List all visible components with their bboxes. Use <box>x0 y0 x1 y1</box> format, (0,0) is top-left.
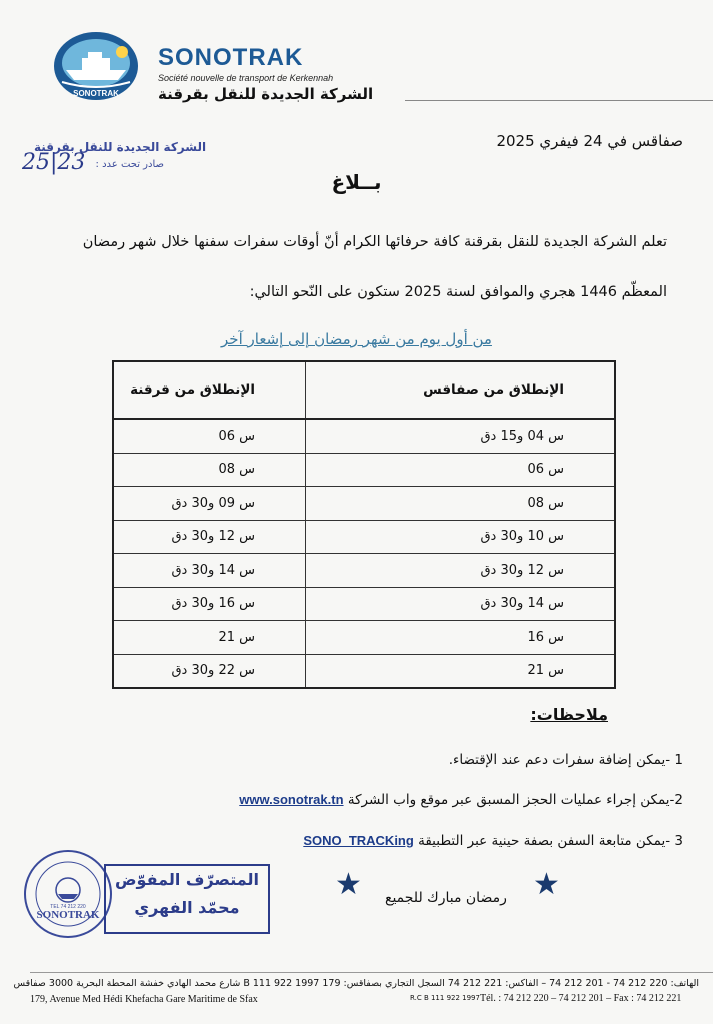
star-icon: ★ <box>533 867 560 902</box>
document-date: صفاقس في 24 فيفري 2025 <box>496 132 683 150</box>
header-from-kerkennah: الإنطلاق من قرقنة <box>113 361 306 419</box>
schedule-heading: من أول يوم من شهر رمضان إلى إشعار آخر <box>221 330 492 348</box>
company-seal <box>22 848 114 940</box>
cell-kerkennah: س 06 <box>113 419 306 453</box>
cell-kerkennah: س 14 و30 دق <box>113 554 306 588</box>
website-link[interactable]: www.sonotrak.tn <box>239 792 344 807</box>
table-header-row <box>113 361 615 419</box>
register-number: 25|23 <box>22 150 86 175</box>
footer-arabic-line: الهاتف: 220 212 74 - 201 212 74 – الفاكس: 221 212 74 السجل التجاري بصفاقس: B 111 922 1997 179 شارع محمد الهادي خفشة المحطة البحرية 3000 صفاقس <box>13 978 699 989</box>
schedule-table <box>112 360 616 689</box>
signatory-name: محمّد الفهري <box>134 898 240 917</box>
document-title: بــلاغ <box>331 170 382 194</box>
cell-sfax: س 12 و30 دق <box>306 554 616 588</box>
table-row <box>113 587 615 621</box>
note-2 <box>239 792 683 808</box>
note-3 <box>303 833 683 849</box>
footer-divider <box>30 972 713 973</box>
table-row <box>113 453 615 487</box>
table-row <box>113 621 615 655</box>
company-logo <box>52 30 144 102</box>
table-row <box>113 554 615 588</box>
intro-line-2: المعظّم 1446 هجري والموافق لسنة 2025 ستكون على النّحو التالي: <box>249 284 667 300</box>
cell-kerkennah: س 08 <box>113 453 306 487</box>
cell-sfax: س 10 و30 دق <box>306 520 616 554</box>
cell-sfax: س 16 <box>306 621 616 655</box>
brand-subtitle-fr: Société nouvelle de transport de Kerkennah <box>158 73 334 83</box>
note-2-text: 2-يمكن إجراء عمليات الحجز المسبق عبر موقع واب الشركة <box>347 792 683 808</box>
cell-sfax: س 21 <box>306 654 616 688</box>
footer-rc: R.C B 111 922 1997 <box>410 994 480 1002</box>
brand-subtitle-ar: الشركة الجديدة للنقل بقرقنة <box>158 85 374 103</box>
note-1: 1 -يمكن إضافة سفرات دعم عند الإقتضاء. <box>448 752 683 768</box>
cell-kerkennah: س 09 و30 دق <box>113 487 306 521</box>
cell-kerkennah: س 12 و30 دق <box>113 520 306 554</box>
intro-line-1: تعلم الشركة الجديدة للنقل بقرقنة كافة حرفائها الكرام أنّ أوقات سفرات سفنها خلال شهر رمضان <box>82 234 667 250</box>
brand-name: SONOTRAK <box>158 44 304 71</box>
svg-text:TEL 74 212 220: TEL 74 212 220 <box>50 904 86 910</box>
svg-text:SONOTRAK: SONOTRAK <box>36 909 100 921</box>
footer-phone-fr: Tél. : 74 212 220 – 74 212 201 – Fax : 74 212 221 <box>480 993 682 1004</box>
header-from-sfax: الإنطلاق من صفاقس <box>306 361 616 419</box>
notes-heading: ملاحظات: <box>530 705 608 724</box>
cell-sfax: س 08 <box>306 487 616 521</box>
cell-kerkennah: س 16 و30 دق <box>113 587 306 621</box>
table-row <box>113 654 615 688</box>
app-link[interactable]: SONO_TRACKing <box>303 833 414 848</box>
cell-sfax: س 14 و30 دق <box>306 587 616 621</box>
note-3-text: 3 -يمكن متابعة السفن بصفة حينية عبر التطبيقة <box>418 833 683 849</box>
header-divider <box>405 100 713 101</box>
star-icon: ★ <box>335 867 362 902</box>
cell-sfax: س 06 <box>306 453 616 487</box>
table-row <box>113 419 615 453</box>
footer-address-fr: 179, Avenue Med Hédi Khefacha Gare Maritime de Sfax <box>30 994 258 1005</box>
stamp-company: الشركة الجديدة للنقل بقرقنة <box>34 140 207 154</box>
stamp-register-label: صادر تحت عدد : <box>95 159 164 170</box>
ramadan-greeting: رمضان مبارك للجميع <box>385 890 507 906</box>
signature-stamp <box>104 864 270 934</box>
signatory-title: المتصرّف المفوّض <box>115 870 259 889</box>
cell-sfax: س 04 و15 دق <box>306 419 616 453</box>
table-row <box>113 487 615 521</box>
svg-text:SONOTRAK: SONOTRAK <box>73 89 119 98</box>
table-row <box>113 520 615 554</box>
cell-kerkennah: س 21 <box>113 621 306 655</box>
cell-kerkennah: س 22 و30 دق <box>113 654 306 688</box>
